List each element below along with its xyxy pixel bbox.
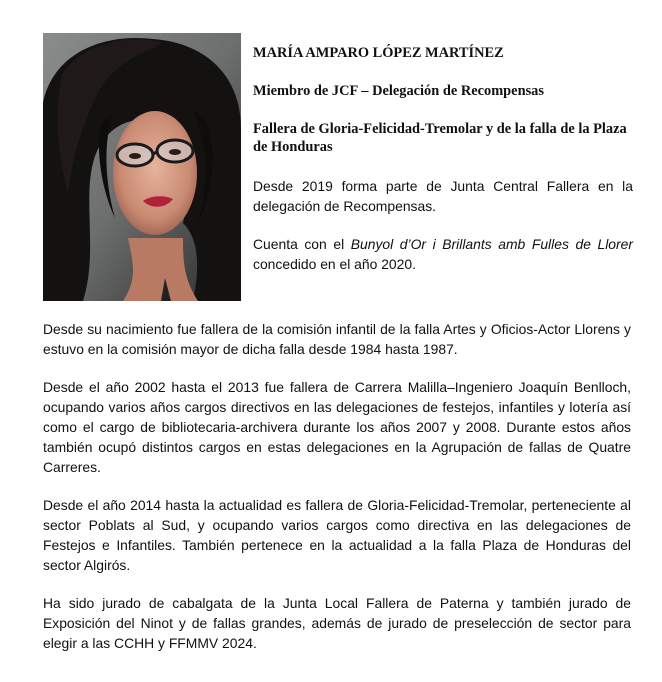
bio-paragraph: Desde su nacimiento fue fallera de la comisión infantil de la falla Artes y Oficios-Actor Llorens y estuvo en la comisión mayor de dicha falla desde 1984 hasta 1987. (43, 321, 631, 357)
bio-paragraph: Desde el año 2002 hasta el 2013 fue fallera de Carrera Malilla–Ingeniero Joaquín Benlloch, ocupando varios años cargos directivos en las delegaciones de festejos, infantiles y lotería así como el cargo de bibliotecaria-archivera durante los años 2007 y 2008. Durante estos años también ocupó distintos cargos en estas delegaciones en la Agrupación de fallas de Quatre Carreres. (43, 379, 631, 475)
profile-photo (43, 33, 241, 301)
biography (43, 319, 631, 671)
bio-paragraph: Ha sido jurado de cabalgata de la Junta Local Fallera de Paterna y también jurado de Exposición del Ninot y de fallas grandes, además de jurado de preselección de sector para elegir a las CCHH y FFMMV 2024. (43, 595, 631, 651)
bio-paragraph: Desde el año 2014 hasta la actualidad es fallera de Gloria-Felicidad-Tremolar, perteneciente al sector Poblats al Sud, y ocupando varios cargos como directiva en las delegaciones de Festejos e Infantiles. También pertenece en la actualidad a la falla Plaza de Honduras del sector Algirós. (43, 497, 631, 573)
person-role: Miembro de JCF – Delegación de Recompensas (253, 83, 544, 99)
person-falla: Fallera de Gloria-Felicidad-Tremolar y de la falla de la Plaza de Honduras (253, 121, 627, 155)
award-name: Bunyol d’Or i Brillants amb Fulles de Llorer (350, 236, 634, 252)
intro-paragraph-1: Desde 2019 forma parte de Junta Central Fallera en la delegación de Recompensas. (253, 178, 633, 214)
profile-header (253, 44, 633, 274)
intro-2-post: concedido en el año 2020. (253, 256, 416, 272)
person-name: MARÍA AMPARO LÓPEZ MARTÍNEZ (253, 45, 504, 61)
intro-paragraph-2 (253, 234, 633, 274)
intro-2-pre: Cuenta con el (253, 236, 351, 252)
